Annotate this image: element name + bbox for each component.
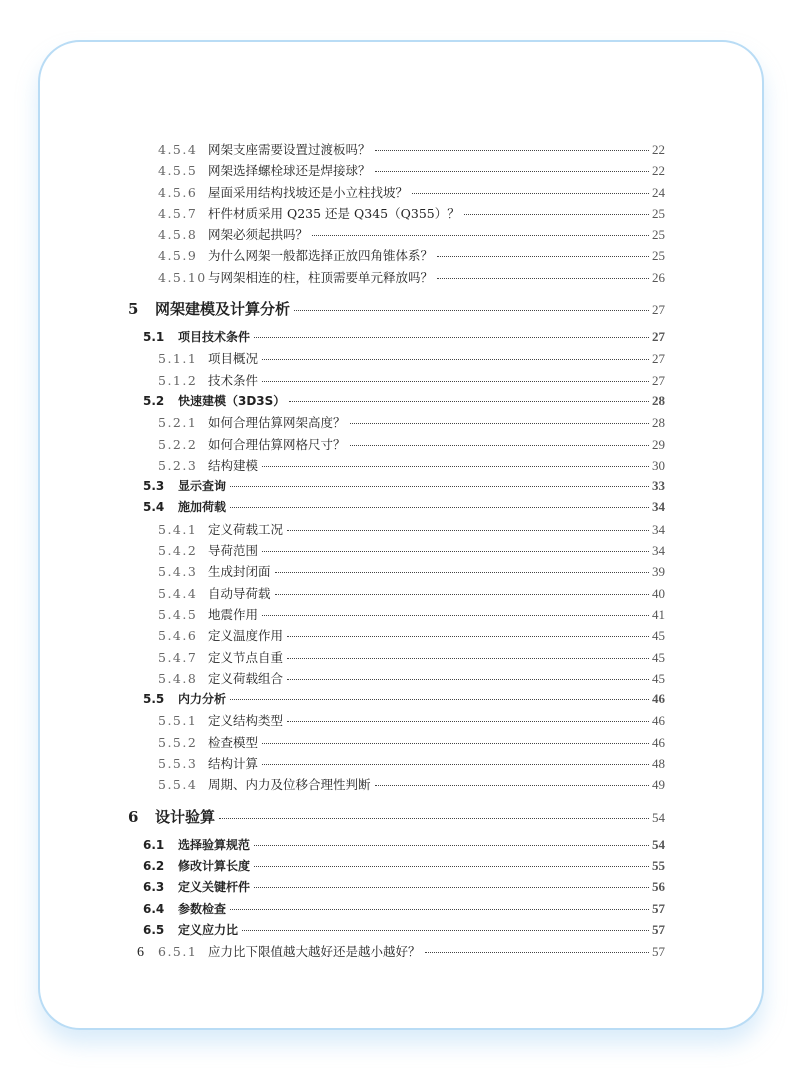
entry-title: 项目技术条件	[178, 330, 251, 345]
toc-entry-sub[interactable]	[128, 435, 665, 456]
entry-number: 5.5.1	[158, 713, 198, 729]
entry-page: 57	[652, 921, 665, 937]
entry-title: 地震作用	[208, 606, 259, 622]
entry-title: 生成封闭面	[208, 564, 271, 580]
dot-leader	[262, 743, 649, 744]
entry-number: 5.4.4	[158, 585, 198, 601]
entry-title: 周期、内力及位移合理性判断	[208, 777, 371, 793]
entry-page: 34	[652, 543, 665, 559]
entry-page: 54	[652, 836, 665, 852]
dot-leader	[287, 636, 649, 637]
entry-title: 网架选择螺栓球还是焊接球？	[208, 163, 371, 179]
entry-number: 5.5.3	[158, 756, 198, 772]
dot-leader	[287, 721, 649, 722]
entry-title: 定义荷载组合	[208, 670, 284, 686]
toc-entry-ch[interactable]	[128, 806, 665, 828]
entry-page: 40	[652, 585, 665, 601]
dot-leader	[242, 930, 649, 931]
entry-page: 25	[652, 205, 665, 221]
entry-title: 定义荷载工况	[208, 521, 284, 537]
toc-entry-sub[interactable]	[128, 733, 665, 754]
dot-leader	[254, 866, 649, 867]
entry-number: 6.5.1	[158, 944, 198, 960]
entry-number: 5.4.3	[158, 564, 198, 580]
toc-entry-sub[interactable]	[128, 413, 665, 434]
entry-title: 结构建模	[208, 457, 259, 473]
entry-number: 4.5.9	[158, 248, 198, 264]
entry-title: 屋面采用结构找坡还是小立柱找坡？	[208, 184, 409, 200]
toc-entry-sec[interactable]	[128, 690, 665, 711]
entry-page: 57	[652, 900, 665, 916]
toc-entry-sub[interactable]	[128, 520, 665, 541]
entry-page: 28	[652, 415, 665, 431]
toc-entry-sub[interactable]	[128, 349, 665, 370]
toc-entry-sub[interactable]	[128, 626, 665, 647]
dot-leader	[254, 337, 649, 338]
entry-title: 显示查询	[178, 479, 227, 494]
toc-entry-sub[interactable]	[128, 584, 665, 605]
entry-number: 5.2.2	[158, 436, 198, 452]
dot-leader	[262, 359, 649, 360]
entry-title: 网架支座需要设置过渡板吗？	[208, 142, 371, 157]
dot-leader	[262, 551, 649, 552]
entry-number: 5.5.4	[158, 777, 198, 793]
entry-page: 49	[652, 777, 665, 793]
entry-number: 5.3	[143, 479, 165, 494]
entry-page: 22	[652, 163, 665, 179]
entry-page: 29	[652, 436, 665, 452]
entry-page: 57	[652, 944, 665, 960]
entry-page: 46	[652, 691, 665, 707]
page-number: 6	[137, 945, 144, 960]
entry-page: 34	[652, 499, 665, 515]
dot-leader	[375, 171, 649, 172]
dot-leader	[289, 401, 649, 402]
entry-number: 6	[128, 807, 140, 826]
entry-number: 4.5.5	[158, 163, 198, 179]
entry-page: 39	[652, 564, 665, 580]
toc-entry-sub[interactable]	[128, 246, 665, 267]
toc-entry-sub[interactable]	[128, 268, 665, 289]
entry-page: 30	[652, 457, 665, 473]
dot-leader	[262, 466, 649, 467]
entry-title: 网架建模及计算分析	[155, 300, 291, 319]
entry-title: 检查模型	[208, 734, 259, 750]
entry-title: 内力分析	[178, 692, 227, 707]
entry-page: 25	[652, 227, 665, 243]
entry-title: 修改计算长度	[178, 858, 251, 873]
entry-page: 26	[652, 269, 665, 285]
entry-number: 5.4.2	[158, 543, 198, 559]
entry-title: 定义应力比	[178, 922, 239, 937]
dot-leader	[230, 486, 649, 487]
entry-number: 5.2.3	[158, 457, 198, 473]
toc-entry-ch[interactable]	[128, 298, 665, 320]
entry-title: 结构计算	[208, 756, 259, 772]
toc-entry-sub[interactable]	[128, 183, 665, 204]
entry-number: 5.4.1	[158, 521, 198, 537]
entry-number: 5.5.2	[158, 734, 198, 750]
entry-number: 4.5.10	[158, 269, 207, 285]
entry-page: 45	[652, 649, 665, 665]
entry-number: 5.2	[143, 393, 165, 408]
dot-leader	[312, 235, 649, 236]
entry-page: 27	[652, 372, 665, 388]
dot-leader	[287, 530, 649, 531]
entry-title: 为什么网架一般都选择正放四角锥体系？	[208, 248, 434, 264]
entry-title: 设计验算	[155, 807, 216, 826]
dot-leader	[437, 278, 649, 279]
entry-page: 27	[652, 302, 665, 318]
entry-page: 48	[652, 756, 665, 772]
entry-page: 54	[652, 809, 665, 825]
entry-title: 定义关键杆件	[178, 880, 251, 895]
entry-number: 5.4.6	[158, 628, 198, 644]
dot-leader	[350, 423, 649, 424]
dot-leader	[254, 887, 649, 888]
entry-number: 5.1.2	[158, 372, 198, 388]
toc-entry-sec[interactable]	[128, 836, 665, 857]
toc-entry-sub[interactable]	[128, 204, 665, 225]
entry-page: 27	[652, 329, 665, 345]
dot-leader	[219, 818, 649, 819]
table-of-contents	[128, 140, 665, 963]
entry-number: 4.5.6	[158, 184, 198, 200]
entry-number: 4.5.7	[158, 205, 198, 221]
entry-title: 技术条件	[208, 372, 259, 388]
dot-leader	[275, 572, 649, 573]
dot-leader	[412, 193, 649, 194]
entry-title: 快速建模（3D3S）	[178, 393, 286, 408]
toc-entry-sub[interactable]	[128, 775, 665, 796]
entry-page: 45	[652, 628, 665, 644]
entry-page: 33	[652, 478, 665, 494]
entry-page: 46	[652, 713, 665, 729]
toc-entry-sec[interactable]	[128, 477, 665, 498]
toc-entry-sub[interactable]	[128, 456, 665, 477]
entry-page: 34	[652, 521, 665, 537]
entry-number: 5.4	[143, 500, 165, 515]
toc-entry-sec[interactable]	[128, 328, 665, 349]
toc-entry-sec[interactable]	[128, 857, 665, 878]
dot-leader	[287, 679, 649, 680]
entry-page: 22	[652, 142, 665, 157]
entry-title: 参数检查	[178, 901, 227, 916]
entry-title: 自动导荷载	[208, 585, 271, 601]
dot-leader	[230, 699, 649, 700]
dot-leader	[275, 594, 649, 595]
dot-leader	[350, 445, 649, 446]
entry-page: 55	[652, 857, 665, 873]
dot-leader	[230, 909, 649, 910]
entry-number: 5.1.1	[158, 351, 198, 367]
toc-entry-sub[interactable]	[128, 140, 665, 161]
dot-leader	[464, 214, 649, 215]
entry-page: 25	[652, 248, 665, 264]
entry-page: 45	[652, 670, 665, 686]
entry-number: 6.1	[143, 837, 165, 852]
entry-number: 5	[128, 300, 140, 319]
dot-leader	[230, 507, 649, 508]
entry-title: 定义节点自重	[208, 649, 284, 665]
dot-leader	[437, 256, 649, 257]
entry-number: 4.5.4	[158, 142, 198, 157]
entry-title: 导荷范围	[208, 543, 259, 559]
entry-title: 应力比下限值越大越好还是越小越好？	[208, 944, 421, 960]
entry-number: 4.5.8	[158, 227, 198, 243]
toc-entry-sub[interactable]	[128, 161, 665, 182]
dot-leader	[375, 150, 649, 151]
entry-number: 5.1	[143, 330, 165, 345]
entry-number: 6.3	[143, 880, 165, 895]
toc-entry-sub[interactable]	[128, 605, 665, 626]
entry-number: 6.4	[143, 901, 165, 916]
toc-entry-sec[interactable]	[128, 921, 665, 942]
entry-page: 56	[652, 879, 665, 895]
entry-number: 5.5	[143, 692, 165, 707]
entry-title: 与网架相连的柱，柱顶需要单元释放吗？	[208, 269, 434, 285]
entry-title: 项目概况	[208, 351, 259, 367]
entry-title: 选择验算规范	[178, 837, 251, 852]
entry-page: 28	[652, 392, 665, 408]
entry-number: 5.4.5	[158, 606, 198, 622]
dot-leader	[294, 310, 649, 311]
toc-entry-sub[interactable]	[128, 541, 665, 562]
entry-page: 27	[652, 351, 665, 367]
entry-title: 定义温度作用	[208, 628, 284, 644]
toc-entry-sub[interactable]	[128, 942, 665, 963]
toc-entry-sub[interactable]	[128, 669, 665, 690]
toc-entry-sub[interactable]	[128, 711, 665, 732]
entry-page: 46	[652, 734, 665, 750]
entry-page: 41	[652, 606, 665, 622]
entry-number: 5.2.1	[158, 415, 198, 431]
entry-number: 6.5	[143, 922, 165, 937]
entry-number: 5.4.8	[158, 670, 198, 686]
entry-title: 杆件材质采用 Q235 还是 Q345（Q355）？	[208, 205, 460, 221]
entry-title: 网架必须起拱吗？	[208, 227, 309, 243]
toc-entry-sec[interactable]	[128, 900, 665, 921]
toc-entry-sub[interactable]	[128, 225, 665, 246]
entry-page: 24	[652, 184, 665, 200]
entry-title: 如何合理估算网架高度？	[208, 415, 346, 431]
dot-leader	[254, 845, 649, 846]
entry-number: 6.2	[143, 858, 165, 873]
toc-entry-sec[interactable]	[128, 878, 665, 899]
entry-title: 定义结构类型	[208, 713, 284, 729]
entry-number: 5.4.7	[158, 649, 198, 665]
dot-leader	[425, 952, 649, 953]
dot-leader	[375, 785, 649, 786]
toc-entry-sub[interactable]	[128, 371, 665, 392]
toc-entry-sub[interactable]	[128, 754, 665, 775]
toc-entry-sub[interactable]	[128, 562, 665, 583]
dot-leader	[262, 615, 649, 616]
toc-entry-sec[interactable]	[128, 498, 665, 519]
dot-leader	[262, 764, 649, 765]
toc-entry-sub[interactable]	[128, 648, 665, 669]
toc-entry-sec[interactable]	[128, 392, 665, 413]
entry-title: 施加荷载	[178, 500, 227, 515]
entry-title: 如何合理估算网格尺寸？	[208, 436, 346, 452]
dot-leader	[262, 381, 649, 382]
dot-leader	[287, 658, 649, 659]
